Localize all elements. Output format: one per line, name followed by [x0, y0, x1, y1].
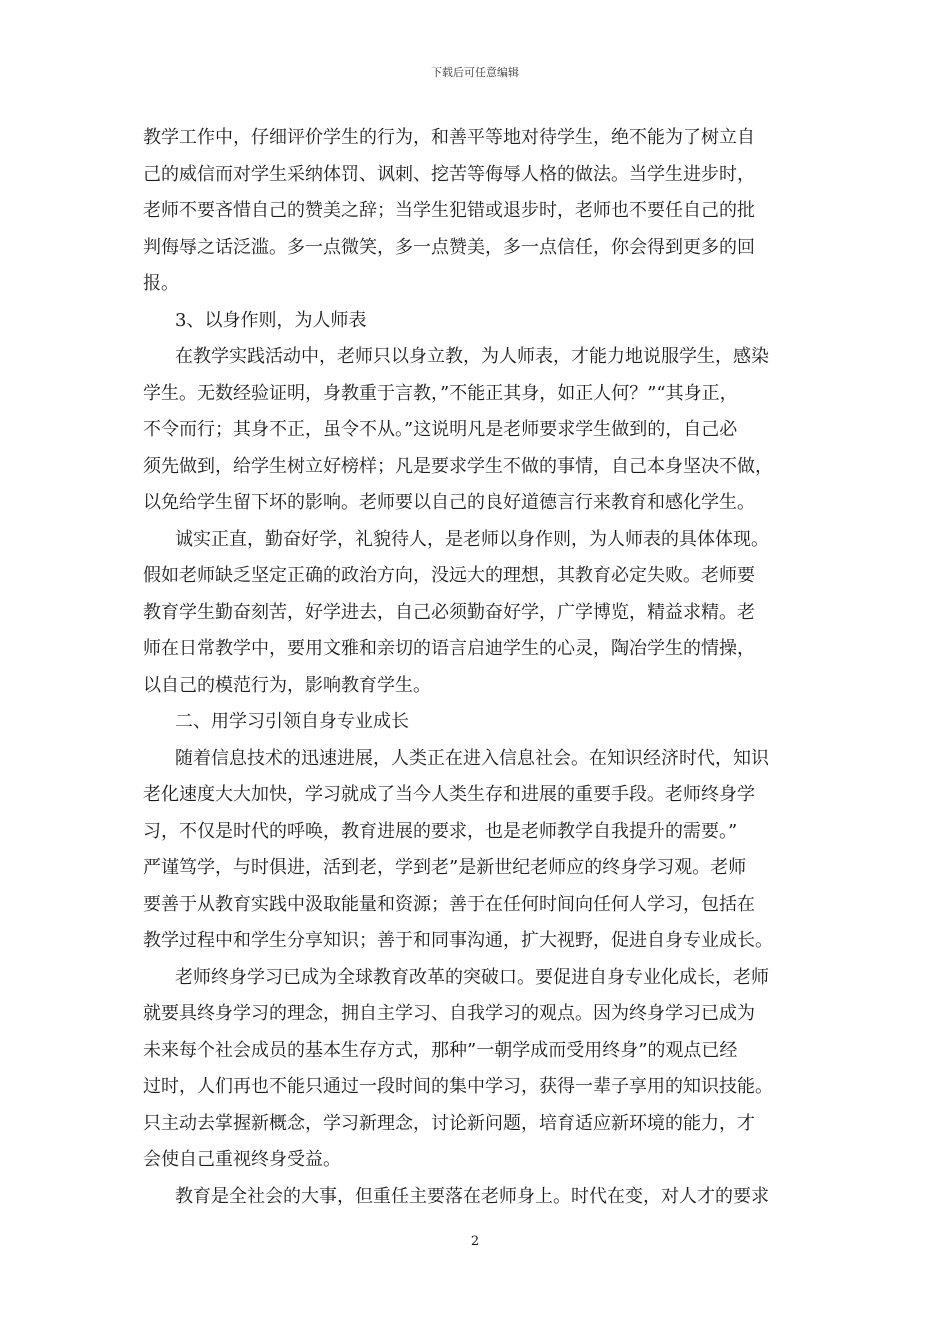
text-line: 会使自己重视终身受益。: [143, 1149, 341, 1170]
text-line: 教育学生勤奋刻苦，好学进去，自己必须勤奋好学，广学博览，精益求精。老: [143, 601, 755, 623]
section-heading: 二、用学习引领自身专业成长: [175, 711, 409, 732]
section-heading: 3、以身作则，为人师表: [175, 309, 367, 331]
text-line: 老化速度大大加快，学习就成了当今人类生存和进展的重要手段。老师终身学: [143, 784, 755, 805]
text-line: 严谨笃学，与时俱进，活到老，学到老”是新世纪老师应的终身学习观。老师: [143, 857, 747, 878]
document-body: [143, 120, 811, 1215]
text-line: 过时，人们再也不能只通过一段时间的集中学习，获得一辈子享用的知识技能。: [143, 1076, 773, 1097]
text-line: 教学过程中和学生分享知识；善于和同事沟通，扩大视野，促进自身专业成长。: [143, 930, 773, 951]
text-line: 己的威信而对学生采纳体罚、讽刺、挖苦等侮辱人格的做法。当学生进步时，: [143, 163, 755, 185]
text-line: 随着信息技术的迅速进展，人类正在进入信息社会。在知识经济时代，知识: [175, 747, 769, 769]
text-line: 只主动去掌握新概念，学习新理念，讨论新问题，培育适应新环境的能力，才: [143, 1112, 755, 1134]
text-line: 在教学实践活动中，老师只以身立教，为人师表，才能力地说服学生，感染: [175, 346, 769, 367]
text-line: 以自己的模范行为，影响教育学生。: [143, 674, 431, 696]
text-line: 老师终身学习已成为全球教育改革的突破口。要促进自身专业化成长，老师: [175, 966, 769, 988]
text-line: 教学工作中，仔细评价学生的行为，和善平等地对待学生，绝不能为了树立自: [143, 127, 755, 148]
page-number: 2: [470, 1234, 480, 1249]
text-line: 报。: [143, 273, 179, 294]
text-line: 判侮辱之话泛滥。多一点微笑，多一点赞美，多一点信任，你会得到更多的回: [143, 236, 755, 258]
text-line: 师在日常教学中，要用文雅和亲切的语言启迪学生的心灵，陶冶学生的情操，: [143, 638, 755, 659]
page-header: 下载后可任意编辑: [431, 66, 519, 79]
text-line: 教育是全社会的大事，但重任主要落在老师身上。时代在变，对人才的要求: [175, 1185, 769, 1207]
text-line: 须先做到，给学生树立好榜样；凡是要求学生不做的事情，自己本身坚决不做，: [143, 455, 773, 477]
text-line: 假如老师缺乏坚定正确的政治方向，没远大的理想，其教育必定失败。老师要: [143, 565, 755, 586]
text-line: 老师不要吝惜自己的赞美之辞；当学生犯错或退步时，老师也不要任自己的批: [143, 200, 755, 221]
text-line: 要善于从教育实践中汲取能量和资源；善于在任何时间向任何人学习，包括在: [143, 893, 755, 915]
text-line: 习，不仅是时代的呼唤，教育进展的要求，也是老师教学自我提升的需要。”: [143, 820, 738, 842]
text-line: 学生。无数经验证明，身教重于言教，”不能正其身，如正人何？”“其身正，: [143, 382, 738, 404]
text-line: 诚实正直，勤奋好学，礼貌待人，是老师以身作则，为人师表的具体体现。: [175, 528, 769, 550]
text-line: 就要具终身学习的理念，拥自主学习、自我学习的观点。因为终身学习已成为: [143, 1003, 755, 1024]
text-line: 不令而行；其身不正，虽令不从。”这说明凡是老师要求学生做到的，自己必: [143, 419, 738, 440]
text-line: 以免给学生留下坏的影响。老师要以自己的良好道德言行来教育和感化学生。: [143, 492, 755, 513]
text-line: 未来每个社会成员的基本生存方式，那种”一朝学成而受用终身”的观点已经: [143, 1039, 738, 1061]
